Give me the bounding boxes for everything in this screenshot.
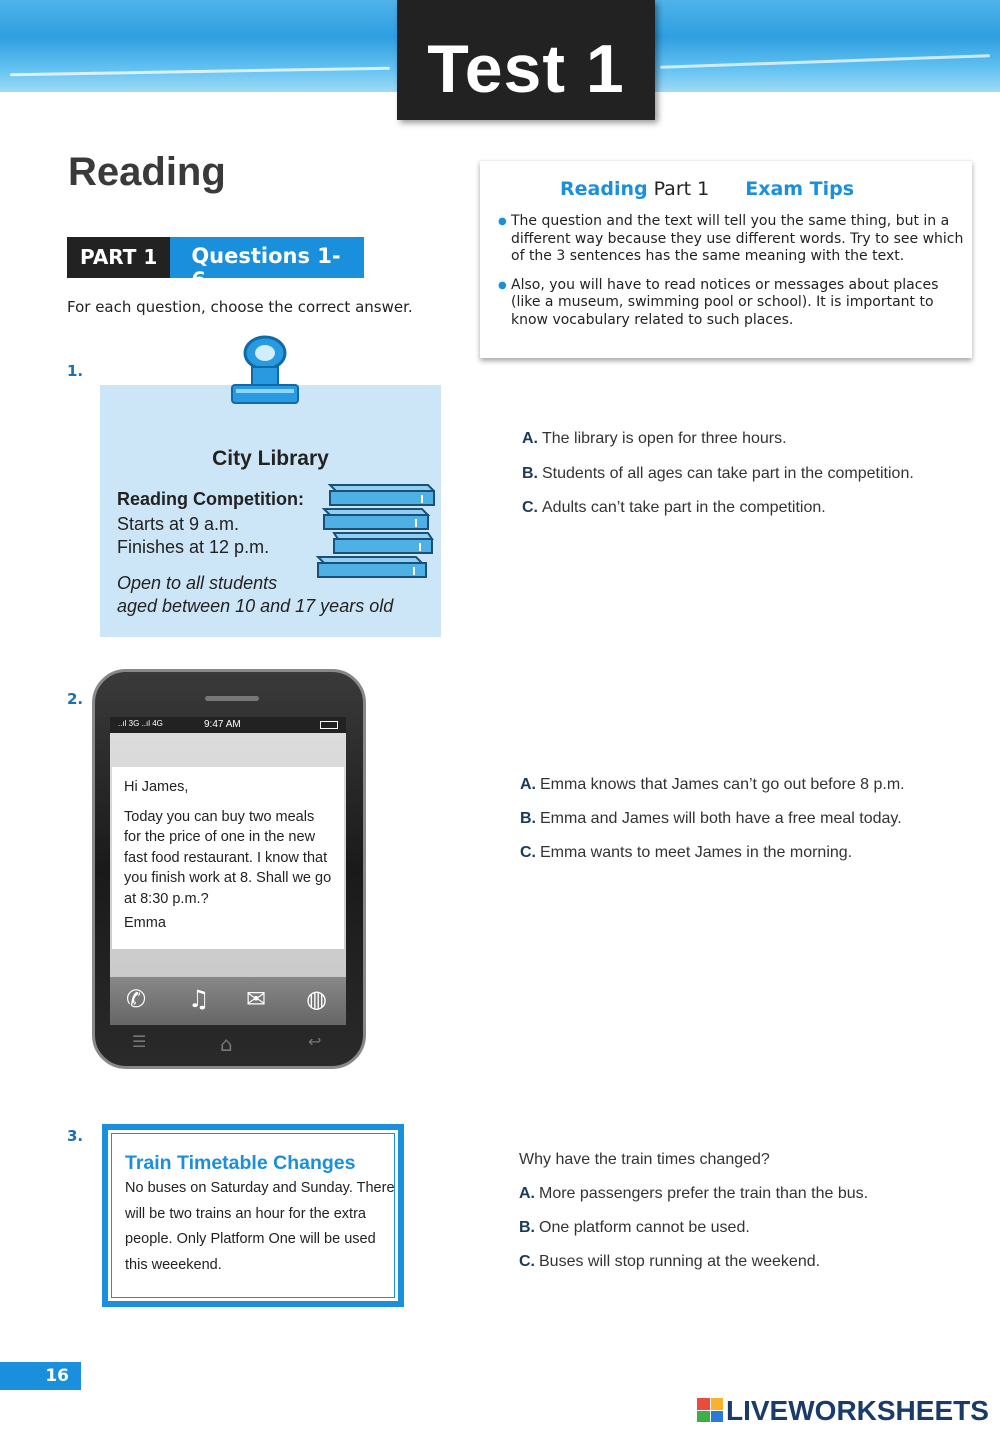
option-letter: A. [522,430,538,447]
tips-heading-exam: Exam Tips [745,178,855,200]
option-letter: A. [519,1185,535,1202]
binder-clip-icon [230,335,300,407]
notice-body: No buses on Saturday and Sunday. There will be two trains an hour for the extra people. Only Platform One will be used this weeekend. [125,1180,395,1273]
question-number: 3. [67,1127,84,1145]
option-letter: A. [520,776,536,793]
back-icon: ↩ [308,1032,322,1051]
train-notice-inner [111,1133,395,1298]
part-tag [67,237,364,292]
notice-title: Train Timetable Changes [125,1152,356,1174]
phone-speaker [205,696,259,701]
status-time: 9:47 AM [204,719,241,730]
band-streak [10,67,390,77]
answer-option[interactable] [519,1185,868,1203]
signal-indicator: ..ıl 3G ..ıl 4G [118,719,163,728]
books-icon [310,481,435,581]
message-body: Today you can buy two meals for the price of one in the new fast food restaurant. I know that you finish work at 8. Shall we go at 8:30 p.m.? [124,808,332,907]
option-text: Emma knows that James can’t go out before 8 p.m. [540,776,905,793]
tip-item: ● The question and the text will tell you the same thing, but in a different way because they use different words. Try to see which of the 3 sentences has the same meaning with the text. [498,213,968,266]
answer-option[interactable] [519,1253,820,1271]
liveworksheets-logo-icon [697,1398,723,1422]
brand-watermark: LIVEWORKSHEETS [726,1395,989,1426]
questions-label: Questions 1-6 [170,237,364,278]
tips-list [498,213,968,340]
option-text: Emma and James will both have a free meal today. [540,810,902,827]
tips-heading-part: Part 1 [653,178,710,200]
answer-option[interactable] [522,499,826,517]
exam-tips-heading [560,178,854,200]
notice-line: Finishes at 12 p.m. [117,537,270,557]
phone-nav-bar [120,1032,340,1054]
answer-option[interactable] [520,844,852,862]
library-notice [100,385,441,637]
text-message [112,767,344,949]
test-title-box [397,0,655,120]
test-title: Test 1 [427,31,625,107]
option-text: Emma wants to meet James in the morning. [540,844,853,861]
battery-icon [320,721,338,729]
notice-line: Open to all students [117,573,278,593]
option-text: Students of all ages can take part in the competition. [542,465,914,482]
band-streak [660,54,990,69]
app-dock [110,977,346,1025]
answer-option[interactable] [522,430,787,448]
tip-item: ● Also, you will have to read notices or messages about places (like a museum, swimming pool or school). It is important to know vocabulary related to such places. [498,277,968,330]
option-letter: B. [520,810,536,827]
page-number: 16 [0,1362,81,1390]
tips-heading-reading: Reading [560,178,648,200]
smartphone [92,669,366,1069]
question-number: 2. [67,690,84,708]
home-icon: ⌂ [220,1032,233,1056]
option-letter: B. [522,465,538,482]
answer-option[interactable] [522,465,914,483]
phone-icon: ✆ [126,985,147,1013]
option-letter: C. [520,844,536,861]
answer-option[interactable] [519,1219,750,1237]
train-notice [102,1124,404,1307]
menu-icon: ☰ [132,1032,147,1051]
notice-line: aged between 10 and 17 years old [117,596,394,616]
status-bar [110,717,346,733]
option-text: Adults can’t take part in the competition. [542,499,826,516]
notice-title: City Library [212,447,329,470]
option-letter: C. [519,1253,535,1270]
option-letter: C. [522,499,538,516]
phone-screen [110,717,346,1025]
notice-line: Starts at 9 a.m. [117,514,240,534]
music-icon: ♫ [188,985,210,1013]
option-text: More passengers prefer the train than the bus. [539,1185,869,1202]
option-letter: B. [519,1219,535,1236]
answer-option[interactable] [520,810,902,828]
question-number: 1. [67,362,84,380]
globe-icon: ◍ [306,985,327,1013]
section-heading: Reading [68,150,226,194]
message-signature: Emma [124,915,166,931]
part-label: PART 1 [67,237,170,278]
mail-icon: ✉ [246,985,267,1013]
notice-subtitle: Reading Competition: [117,489,304,509]
option-text: The library is open for three hours. [542,430,787,447]
message-greeting: Hi James, [124,779,189,795]
exam-tips-card [480,160,972,358]
instruction-text: For each question, choose the correct answer. [67,298,413,316]
question-text: Why have the train times changed? [519,1151,770,1168]
option-text: One platform cannot be used. [539,1219,750,1236]
answer-option[interactable] [520,776,905,794]
option-text: Buses will stop running at the weekend. [539,1253,821,1270]
